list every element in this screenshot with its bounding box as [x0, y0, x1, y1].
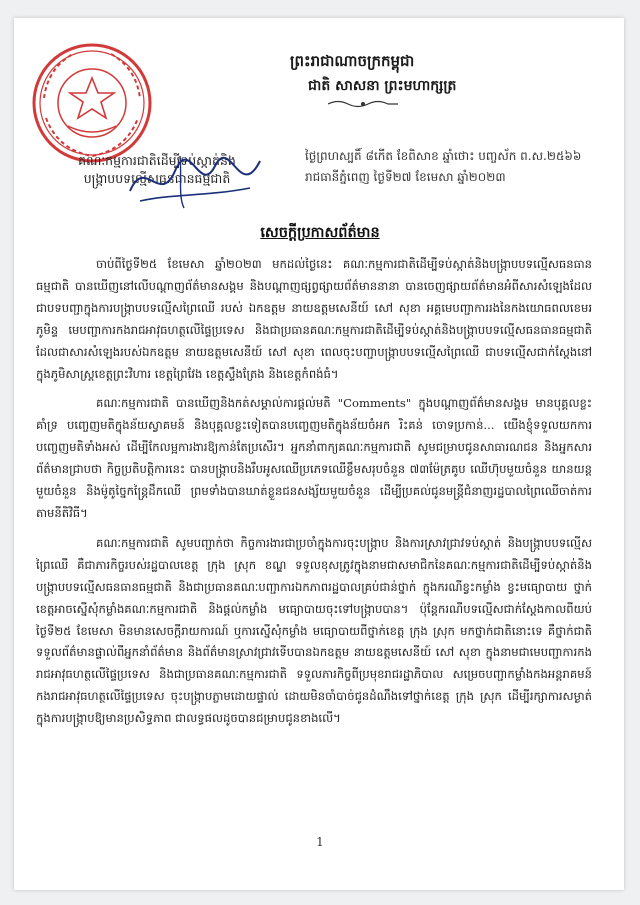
kingdom-heading: ព្រះរាជាណាចក្រកម្ពុជា: [290, 52, 415, 70]
document-title: សេចក្តីប្រកាសព័ត៌មាន: [260, 224, 380, 241]
signature-icon: [120, 146, 270, 216]
decorative-divider-icon: [328, 99, 398, 109]
lunar-date: ថ្ងៃព្រហស្បតិ៍ ៨កើត ខែពិសាខ ឆ្នាំថោះ បញ្ចស័ក ព.ស.២៥៦៦: [305, 149, 582, 163]
gregorian-date: រាជធានីភ្នំពេញ ថ្ងៃទី២៧ ខែមេសា ឆ្នាំ២០២៣: [305, 170, 506, 184]
committee-name-line-1: គណៈកម្មការជាតិដើម្បីទប់ស្កាត់និង: [78, 153, 236, 168]
national-motto: ជាតិ សាសនា ព្រះមហាក្សត្រ: [308, 78, 457, 94]
paragraph-1: ចាប់ពីថ្ងៃទី២៥ ខែមេសា ឆ្នាំ២០២៣ មកដល់ថ្ងៃនេះ គណៈកម្មការជាតិដើម្បីទប់ស្កាត់និងបង្ក្រាបបទល្មើសធនធានធម្មជាតិ បានឃើញនៅលើបណ្តាញព័ត៌មានសង្គម និងបណ្តាញផ្សព្វផ្សាយព័ត៌មាននានា បានចេញផ្សាយព័ត៌មានអំពីសារសំឡេងដែលជាបទបញ្ជាក្នុងការបង្ក្រាបបទល្មើសព្រៃឈើ របស់ ឯកឧត្តម នាយឧត្តមសេនីយ៍ សៅ សុខា អគ្គមេបញ្ជាការរងនៃកងយោធពលខេមរភូមិន្ទ មេបញ្ជាការកងរាជអាវុធហត្ថលើផ្ទៃប្រទេស និងជាប្រធានគណៈកម្មការជាតិដើម្បីទប់ស្កាត់និងបង្ក្រាបបទល្មើសធនធានធម្មជាតិ ដែលជាសារសំឡេងរបស់ឯកឧត្តម នាយឧត្តមសេនីយ៍ សៅ សុខា ពេលចុះបញ្ជាបង្ក្រាបបទល្មើសព្រៃឈើ ជាបទល្មើសជាក់ស្តែងនៅក្នុងភូមិសាស្ត្រខេត្តព្រះវិហារ ខេត្តព្រៃវែង ខេត្តស្ទឹងត្រែង និងខេត្តកំពង់ធំ។: [36, 257, 592, 381]
paragraph-3: គណៈកម្មការជាតិ សូមបញ្ជាក់ថា កិច្ចការងារជាប្រចាំក្នុងការចុះបង្ក្រាប និងការស្រាវជ្រាវទប់ស្កាត់ និងបង្ក្រាបបទល្មើសព្រៃឈើ គឺជាភារកិច្ចរបស់រដ្ឋបាលខេត្ត ក្រុង ស្រុក ខណ្ឌ ទទួលខុសត្រូវក្នុងនាមជាសមាជិកនៃគណៈកម្មការជាតិដើម្បីទប់ស្កាត់និងបង្ក្រាបបទល្មើសធនធានធម្មជាតិ និងជាប្រធានគណៈបញ្ជាការឯកភាពរដ្ឋបាលគ្រប់ជាន់ថ្នាក់ ក្នុងករណីខ្វះកម្លាំង ខ្វះមធ្យោបាយ ថ្នាក់ខេត្តអាចស្នើសុំកម្លាំងគណៈកម្មការជាតិ និងផ្តល់កម្លាំង មធ្យោបាយចុះទៅបង្ក្រាបបាន។ ប៉ុន្តែករណីបទល្មើសជាក់ស្តែងកាលពីយប់ថ្ងៃទី២៥ ខែមេសា មិនមានសេចក្តីរាយការណ៍ ឬការស្នើសុំកម្លាំង មធ្យោបាយពីថ្នាក់ខេត្ត ក្រុង ស្រុក មកថ្នាក់ជាតិនោះទេ គឺថ្នាក់ជាតិទទួលព័ត៌មានផ្ទាល់ពីអ្នកនាំព័ត៌មាន និងព័ត៌មានស្រាវជ្រាវទើបបានឯកឧត្តម នាយឧត្តមសេនីយ៍ សៅ សុខា ក្នុងនាមជាមេបញ្ជាការកងរាជអាវុធហត្ថលើផ្ទៃប្រទេស និងជាប្រធានគណៈកម្មការជាតិ ទទួលភារកិច្ចពីប្រមុខរាជរដ្ឋាភិបាល សម្រេចបញ្ជាកម្លាំងកងអន្តរាគមន៍ កងរាជអាវុធហត្ថលើផ្ទៃប្រទេស ចុះបង្ក្រាបភ្លាមដោយផ្ទាល់ ដោយមិនចាំបាច់ជូនដំណឹងទៅថ្នាក់ខេត្ត ក្រុង ស្រុក ដើម្បីរក្សាការសម្ងាត់ក្នុងការបង្ក្រាបឱ្យមានប្រសិទ្ធភាព ជាលទ្ធផលដូចបានជម្រាបជូនខាងលើ។: [36, 535, 592, 726]
page-number: 1: [316, 835, 324, 849]
document-body: [36, 254, 592, 738]
paragraph-2: គណៈកម្មការជាតិ បានឃើញនិងកត់សម្គាល់ការផ្តល់មតិ "Comments" ក្នុងបណ្តាញព័ត៌មានសង្គម មានបុគ្គលខ្លះគាំទ្រ បញ្ចេញមតិក្នុងន័យស្វាគមន៍ និងបុគ្គលខ្លះទៀតបានបញ្ចេញមតិក្នុងន័យចំអក រិះគន់ ចោទប្រកាន់... យើងខ្ញុំទទួលយកការបញ្ចេញមតិទាំងអស់ ដើម្បីកែលម្អការងារឱ្យកាន់តែប្រសើរ។ អ្នកនាំពាក្យគណៈកម្មការជាតិ សូមជម្រាបជូនសាធារណជន និងអ្នកសារព័ត៌មានជ្រាបថា កិច្ចប្រតិបត្តិការនេះ បានបង្ក្រាបនិងរឹបអូសឈើប្រភេទឈើខ្លឹមសរុបចំនួន ៧៣ម៉ែត្រគូប ឈើហ៊ុបមួយចំនួន យានយន្តមួយចំនួន និងម៉ូតូច្នៃកន្ត្រៃដឹកឈើ ព្រមទាំងបានឃាត់ខ្លួនជនសង្ស័យមួយចំនួន ដើម្បីប្រគល់ជូនមន្ត្រីជំនាញរដ្ឋបាលព្រៃឈើចាត់ការតាមនីតិវិធី។: [36, 396, 592, 520]
document-date: [305, 146, 581, 188]
committee-name-line-2: បង្ក្រាបបទល្មើសធនធានធម្មជាតិ: [83, 171, 231, 186]
